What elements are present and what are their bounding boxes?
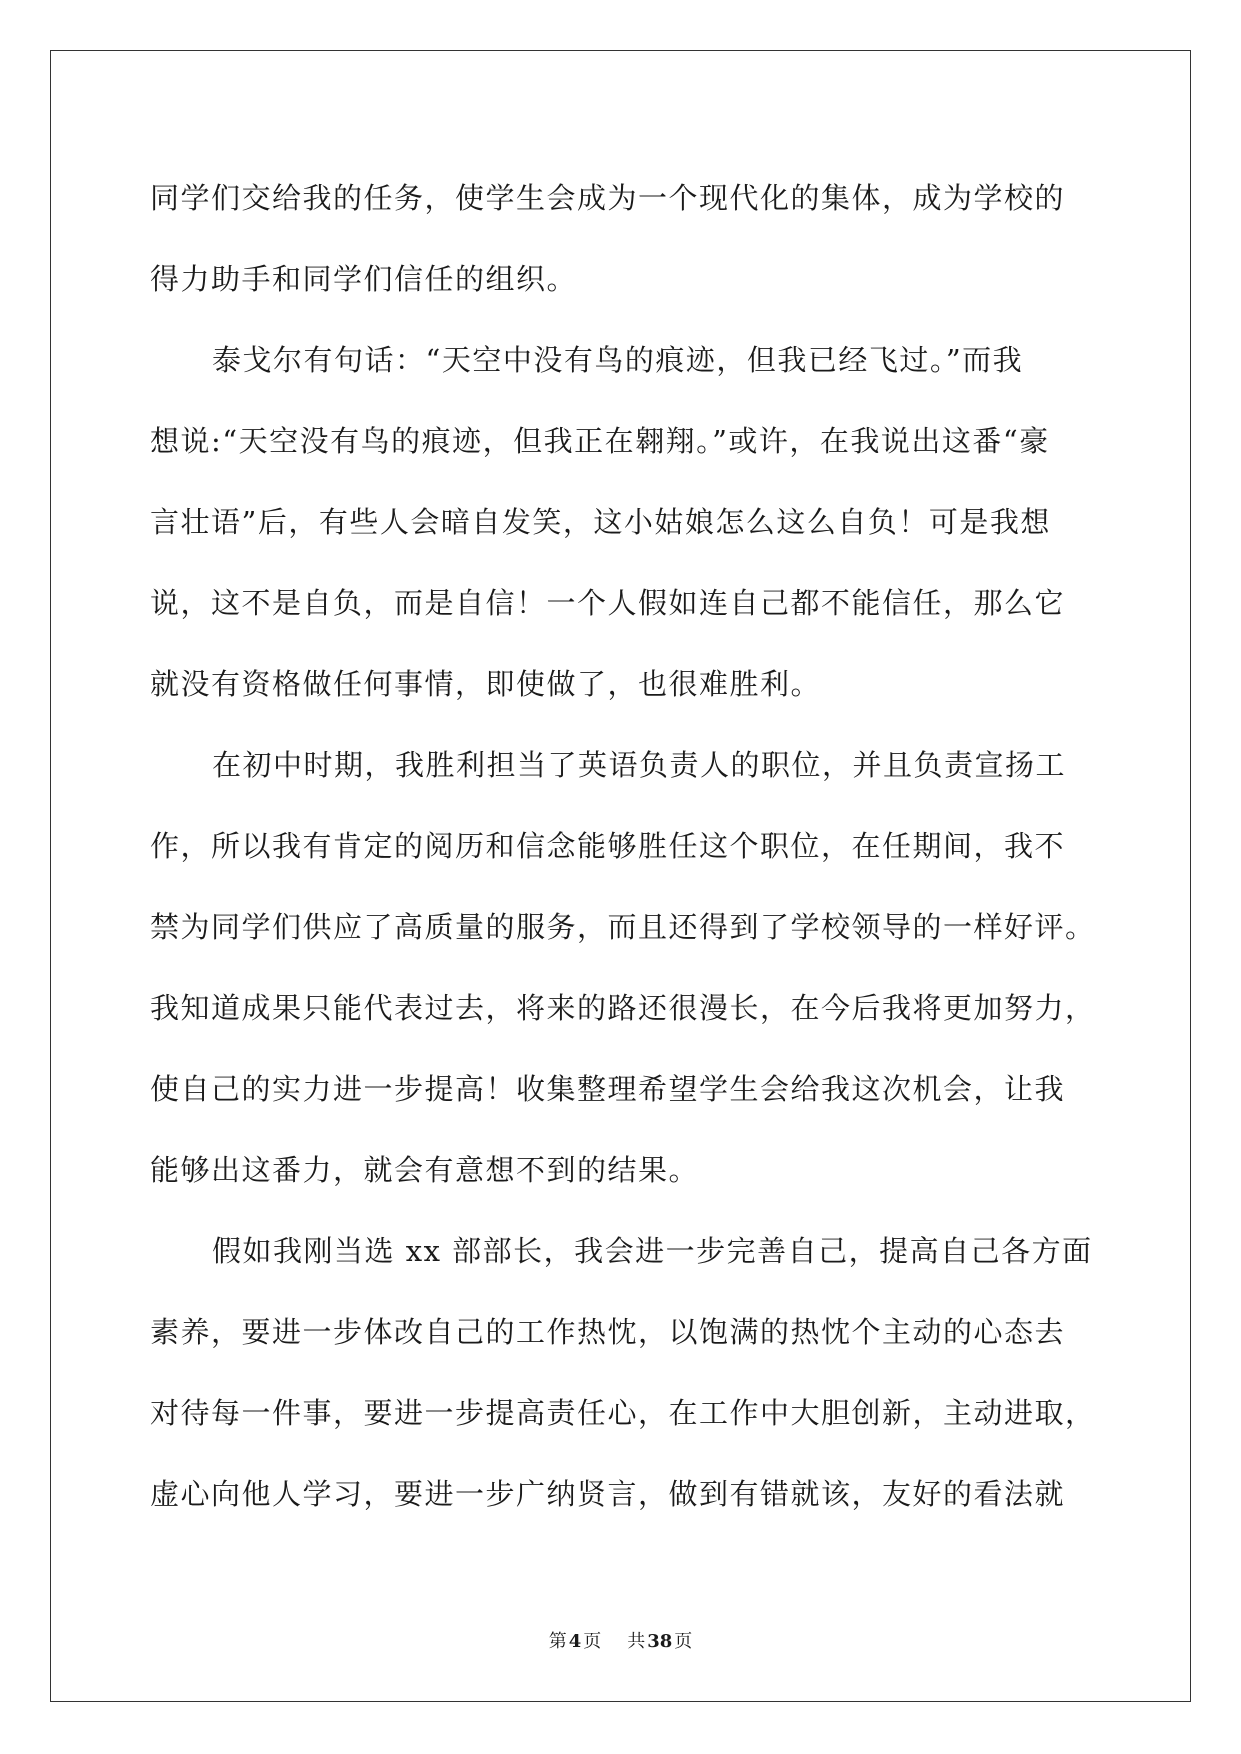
- total-pages-suffix: 页: [674, 1631, 693, 1652]
- text-line: 作，所以我有肯定的阅历和信念能够胜任这个职位，在任期间，我不: [150, 829, 1066, 863]
- current-page-number: 4: [568, 1631, 582, 1652]
- text-line: 对待每一件事，要进一步提高责任心，在工作中大胆创新，主动进取，: [150, 1396, 1096, 1430]
- document-body: [150, 158, 1096, 1535]
- text-line: 言壮语”后，有些人会暗自发笑，这小姑娘怎么这么自负！可是我想: [150, 505, 1051, 539]
- text-line: 假如我刚当选 xx 部部长，我会进一步完善自己，提高自己各方面: [212, 1234, 1093, 1268]
- text-line: 使自己的实力进一步提高！收集整理希望学生会给我这次机会，让我: [150, 1072, 1066, 1106]
- total-pages-number: 38: [647, 1631, 673, 1652]
- page-number-prefix: 第: [548, 1631, 567, 1652]
- text-line: 素养，要进一步体改自己的工作热忱，以饱满的热忱个主动的心态去: [150, 1315, 1066, 1349]
- text-line: 说，这不是自负，而是自信！一个人假如连自己都不能信任，那么它: [150, 586, 1066, 620]
- text-line: 禁为同学们供应了高质量的服务，而且还得到了学校领导的一样好评。: [150, 910, 1096, 944]
- text-line: 同学们交给我的任务，使学生会成为一个现代化的集体，成为学校的: [150, 181, 1066, 215]
- text-line: 就没有资格做任何事情，即使做了，也很难胜利。: [150, 667, 822, 701]
- text-line: 我知道成果只能代表过去，将来的路还很漫长，在今后我将更加努力，: [150, 991, 1096, 1025]
- text-line: 想说:“天空没有鸟的痕迹，但我正在翱翔。”或许，在我说出这番“豪: [150, 424, 1050, 458]
- text-line: 虚心向他人学习，要进一步广纳贤言，做到有错就该，友好的看法就: [150, 1477, 1066, 1511]
- text-line: 能够出这番力，就会有意想不到的结果。: [150, 1153, 700, 1187]
- total-pages-prefix: 共: [627, 1631, 646, 1652]
- page-word: 页: [583, 1631, 602, 1652]
- text-line: 在初中时期，我胜利担当了英语负责人的职位，并且负责宣扬工: [212, 748, 1067, 782]
- page-footer: [0, 1627, 1241, 1653]
- text-line: 得力助手和同学们信任的组织。: [150, 262, 578, 296]
- text-line: 泰戈尔有句话：“天空中没有鸟的痕迹，但我已经飞过。”而我: [212, 343, 1024, 377]
